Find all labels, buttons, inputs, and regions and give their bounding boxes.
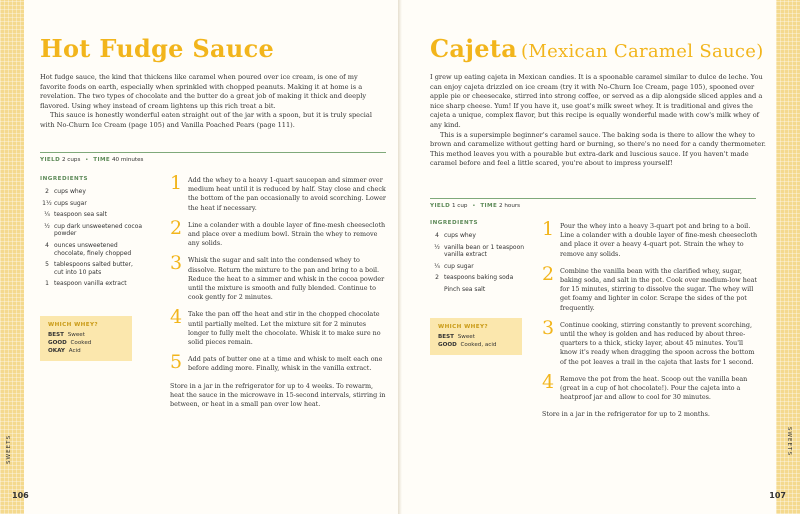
ingredient-qty: 2 [45,188,49,195]
whey-row [48,347,124,355]
storage-note: Store in a jar in the refrigerator for up to 4 weeks. To rewarm, heat the sauce in the microwave in 15-second intervals, stirring in between, or heat in a small pan over low heat. [170,381,386,409]
ingredient-qty: 5 [45,261,49,269]
ingredient-item [40,223,144,238]
ingredient-qty: ½ [44,222,50,230]
step-text: Add pats of butter one at a time and whisk to melt each one before adding more. Finally, whisk in the vanilla extract. [188,355,383,373]
recipe-title: Hot Fudge Sauce [40,34,275,63]
left-page-edge [0,0,24,514]
whey-row [438,341,514,349]
intro-paragraph: This is a supersimple beginner's caramel sauce. The baking soda is there to allow the whey to brown and caramelize without getting hard or burning, so there's no need for a candy thermometer. This method leaves you with a pourable but extra-dark and luscious sauce. If you haven't made caramel before and feel a little scared, you're about to impress yourself! [430,130,766,168]
step-text: Pour the whey into a heavy 3-quart pot and bring to a boil. Line a colander with a double layer of fine-mesh cheesecloth and place it over a heavy 4-quart pot. Strain the whey to remove any solids. [560,222,758,258]
time-label: TIME [93,157,111,163]
page-number: 106 [12,491,29,500]
ingredient-qty: ¼ [44,211,50,219]
ingredient-name: tablespoons salted butter, cut into 10 pats [54,261,133,276]
step-number: 2 [170,216,183,239]
whey-rank: GOOD [438,342,457,348]
intro-paragraph: I grew up eating cajeta in Mexican candies. It is a spoonable caramel similar to dulce de leche. You can enjoy cajeta drizzled on ice cream (try it with No-Churn Ice Cream, page 105), spooned over apple pie or cheesecake, stirred into strong coffee, or served as a dip alongside sliced apples and a nice sharp cheese. Yum! If you have it, use goat's milk sweet whey. It is traditional and gives the cajeta a unique, complex flavor, but this recipe is equally wonderful made with cow's milk whey of any kind. [430,73,763,129]
ingredient-item [430,232,534,240]
step [170,216,386,249]
step [170,252,386,302]
ingredient-qty: 2 [435,274,439,282]
intro-paragraph: This sauce is honestly wonderful eaten straight out of the jar with a spoon, but it is truly special with No-Churn Ice Cream (page 105) and Vanilla Poached Pears (page 111). [40,111,372,129]
step [170,351,386,374]
ingredients-list [430,220,534,298]
step-number: 4 [542,370,555,393]
ingredient-qty: 4 [435,232,439,239]
recipe-subtitle: (Mexican Caramel Sauce) [521,41,764,62]
separator-dot: • [85,157,89,163]
ingredient-name: Pinch sea salt [444,285,486,293]
ingredient-item [40,211,144,219]
whey-type: Sweet [457,334,475,340]
ingredient-name: cups sugar [54,199,87,207]
which-whey-heading: WHICH WHEY? [438,324,489,330]
step-text: Line a colander with a double layer of fine-mesh cheesecloth and place over a medium bowl. Strain the whey to remove any solids. [188,220,386,248]
time-value: 2 hours [499,203,521,209]
whey-rank: BEST [48,332,64,338]
yield-time-bar [430,198,756,209]
whey-rank: GOOD [48,340,67,346]
step-text: Take the pan off the heat and stir in the chopped chocolate until partially melted. Let the mixture sit for 2 minutes longer to fully melt the chocolate. Whisk it to make sure no solid pieces remain. [188,310,381,347]
left-page [12,0,400,514]
recipe-title-main: Cajeta [430,34,518,63]
whey-type: Cooked, acid [460,342,497,348]
ingredient-qty: 1½ [42,199,52,207]
storage-note: Store in a jar in the refrigerator for up to 2 months. [542,410,710,419]
ingredient-qty: ½ [434,243,440,251]
recipe-steps [170,172,386,417]
ingredient-name: teaspoon vanilla extract [54,280,127,288]
ingredient-item [430,263,534,271]
ingredient-name: teaspoons baking soda [444,274,514,282]
yield-label: YIELD [40,157,61,163]
whey-type: Sweet [67,332,85,338]
ingredient-item [430,244,534,259]
which-whey-box [430,318,522,355]
ingredient-qty [430,286,444,294]
ingredients-heading: INGREDIENTS [40,176,89,182]
whey-type: Acid [68,348,81,354]
ingredient-name: cup sugar [444,262,474,270]
step-number: 2 [542,262,555,285]
ingredient-qty: 1 [45,280,49,288]
ingredient-item [40,242,144,257]
whey-row [48,331,124,339]
right-page [400,0,786,514]
step [542,370,762,403]
which-whey-heading: WHICH WHEY? [48,322,99,328]
ingredient-item [40,200,144,208]
separator-dot: • [472,203,476,209]
step [542,262,762,313]
recipe-steps [542,218,762,428]
time-label: TIME [480,203,498,209]
ingredient-name: vanilla bean or 1 teaspoon vanilla extract [444,243,525,259]
ingredient-qty: 4 [45,241,49,249]
yield-value: 1 cup [451,203,468,209]
ingredient-name: cup dark unsweetened cocoa powder [54,222,143,238]
whey-type: Cooked [70,340,92,346]
step-text: Whisk the sugar and salt into the condensed whey to dissolve. Return the mixture to the pan and bring to a boil. Reduce the heat to a simmer and whisk in the cocoa powder until the mixture is smooth and fully blended. Continue to cook gently for 2 minutes. [188,256,385,302]
step-number: 5 [170,351,183,374]
step [542,218,762,259]
step-number: 1 [542,218,555,240]
whey-row [48,339,124,347]
ingredients-heading: INGREDIENTS [430,220,479,226]
recipe-title [430,34,764,63]
ingredient-item [430,274,534,282]
step-text: Add the whey to a heavy 1-quart saucepan and simmer over medium heat until it is reduced by half. Stay close and check the bottom of the pan occasionally to avoid scorching. Lower the heat if necessary. [188,176,386,212]
yield-value: 2 cups [61,157,81,163]
whey-row [438,333,514,341]
ingredient-item [430,286,534,294]
ingredient-item [40,280,144,288]
yield-time-bar [40,152,386,163]
ingredients-list [40,176,144,292]
step [542,316,762,367]
ingredient-name: cups whey [444,232,476,239]
step-number: 3 [542,316,555,339]
ingredient-name: teaspoon sea salt [54,211,107,219]
intro-paragraph: Hot fudge sauce, the kind that thickens like caramel when poured over ice cream, is one of my favorite foods on earth, especially when sprinkled with chopped peanuts. Making it at home is a revelation. The two types of chocolate and the butter do a great job of making it thick and deeply flavored. Using whey instead of cream lightens up this rich treat a bit. [40,73,367,110]
recipe-intro [40,73,380,131]
step [170,172,386,213]
ingredient-qty: ¼ [434,262,440,270]
step [170,306,386,347]
ingredient-name: cups whey [54,188,86,195]
book-gutter [398,0,402,514]
step-number: 1 [170,172,183,194]
time-value: 40 minutes [111,157,144,163]
which-whey-box [40,316,132,361]
step-number: 3 [170,252,183,275]
page-number: 107 [769,491,786,500]
step-text: Continue cooking, stirring constantly to prevent scorching, until the whey is golden and has reduced by about three-quarters to a thick, sticky layer, about 45 minutes. You'll know it's ready when dragging the spoon across the bottom of the pot leaves a trail in the cajeta that lasts for 1 second. [560,320,755,366]
recipe-intro [430,73,770,169]
whey-rank: OKAY [48,348,65,354]
ingredient-item [40,261,144,276]
yield-label: YIELD [430,203,451,209]
step-number: 4 [170,306,183,329]
section-label: SWEETS [6,434,12,464]
ingredient-name: ounces unsweetened chocolate, finely chopped [54,241,132,257]
step-text: Combine the vanilla bean with the clarified whey, sugar, baking soda, and salt in the pot. Cook over medium-low heat for 15 minutes, stirring to dissolve the sugar. The whey will get foamy and lighter in color. Scrape the sides of the pot frequently. [560,266,757,312]
ingredient-item [40,188,144,196]
whey-rank: BEST [438,334,454,340]
step-text: Remove the pot from the heat. Scoop out the vanilla bean (great in a cup of hot chocolate!). Pour the cajeta into a heatproof jar and allow to cool for 30 minutes. [560,374,748,402]
section-label: SWEETS [786,426,792,456]
